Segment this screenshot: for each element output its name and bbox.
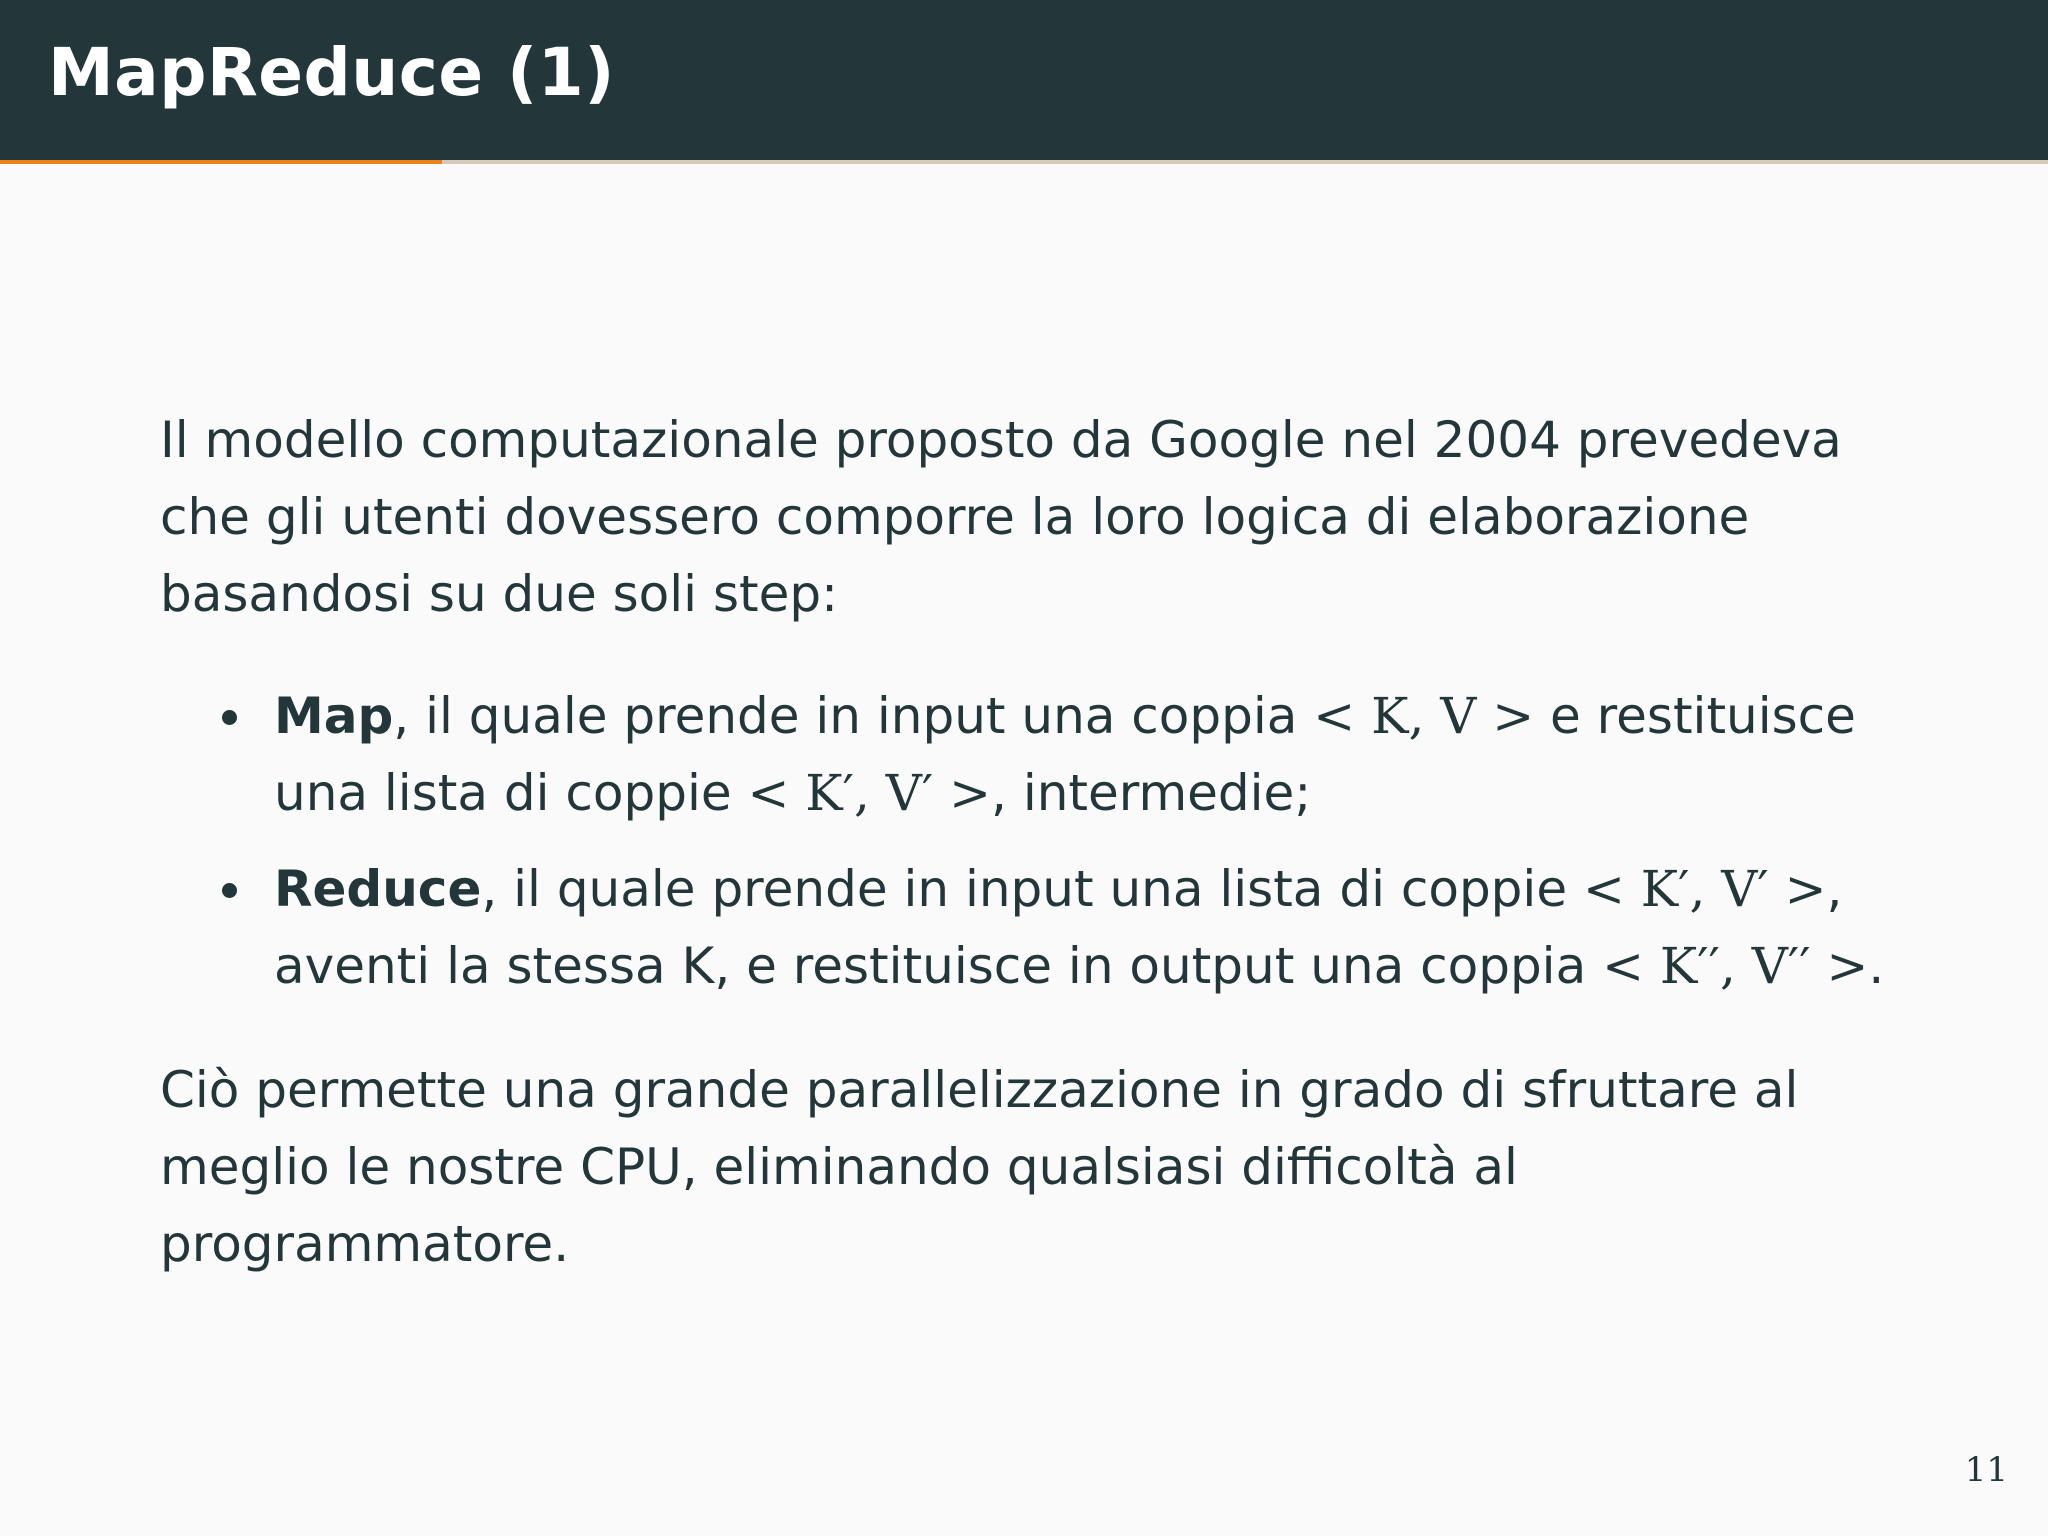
term-map: Map [274, 687, 394, 745]
list-item-map [160, 678, 1895, 832]
reduce-text-3: . [1868, 937, 1885, 995]
slide-title: MapReduce (1) [48, 34, 615, 111]
map-text-1: , il quale prende in input una coppia [393, 687, 1314, 745]
map-math-output: < K′, V′ > [747, 764, 992, 822]
slide-title-bar [0, 0, 2048, 160]
bullet-icon [222, 883, 237, 898]
term-reduce: Reduce [274, 860, 482, 918]
reduce-math-input: < K′, V′ > [1582, 860, 1827, 918]
reduce-text-1: , il quale prende in input una lista di coppie [481, 860, 1583, 918]
map-text-3: , intermedie; [991, 764, 1312, 822]
outro-paragraph: Ciò permette una grande parallelizzazione in grado di sfruttare al meglio le nostre CPU, eliminando qualsiasi difficoltà al programmatore. [160, 1061, 1799, 1273]
reduce-math-output: < K′′, V′′ > [1602, 937, 1869, 995]
list-item-reduce [160, 851, 1895, 1005]
bullet-list [160, 678, 1895, 1024]
progress-bar [0, 160, 2048, 164]
map-text-2: e restituisce una lista di coppie [274, 687, 1856, 822]
reduce-text-2: , aventi la stessa K, e restituisce in output una coppia [274, 860, 1843, 995]
page-number: 11 [1964, 1450, 2008, 1490]
intro-paragraph: Il modello computazionale proposto da Google nel 2004 prevedeva che gli utenti dovessero comporre la loro logica di elaborazione basandosi su due soli step: [160, 411, 1842, 623]
map-math-input: < K, V > [1313, 687, 1535, 745]
bullet-icon [222, 710, 237, 725]
progress-bar-fill [0, 160, 442, 164]
